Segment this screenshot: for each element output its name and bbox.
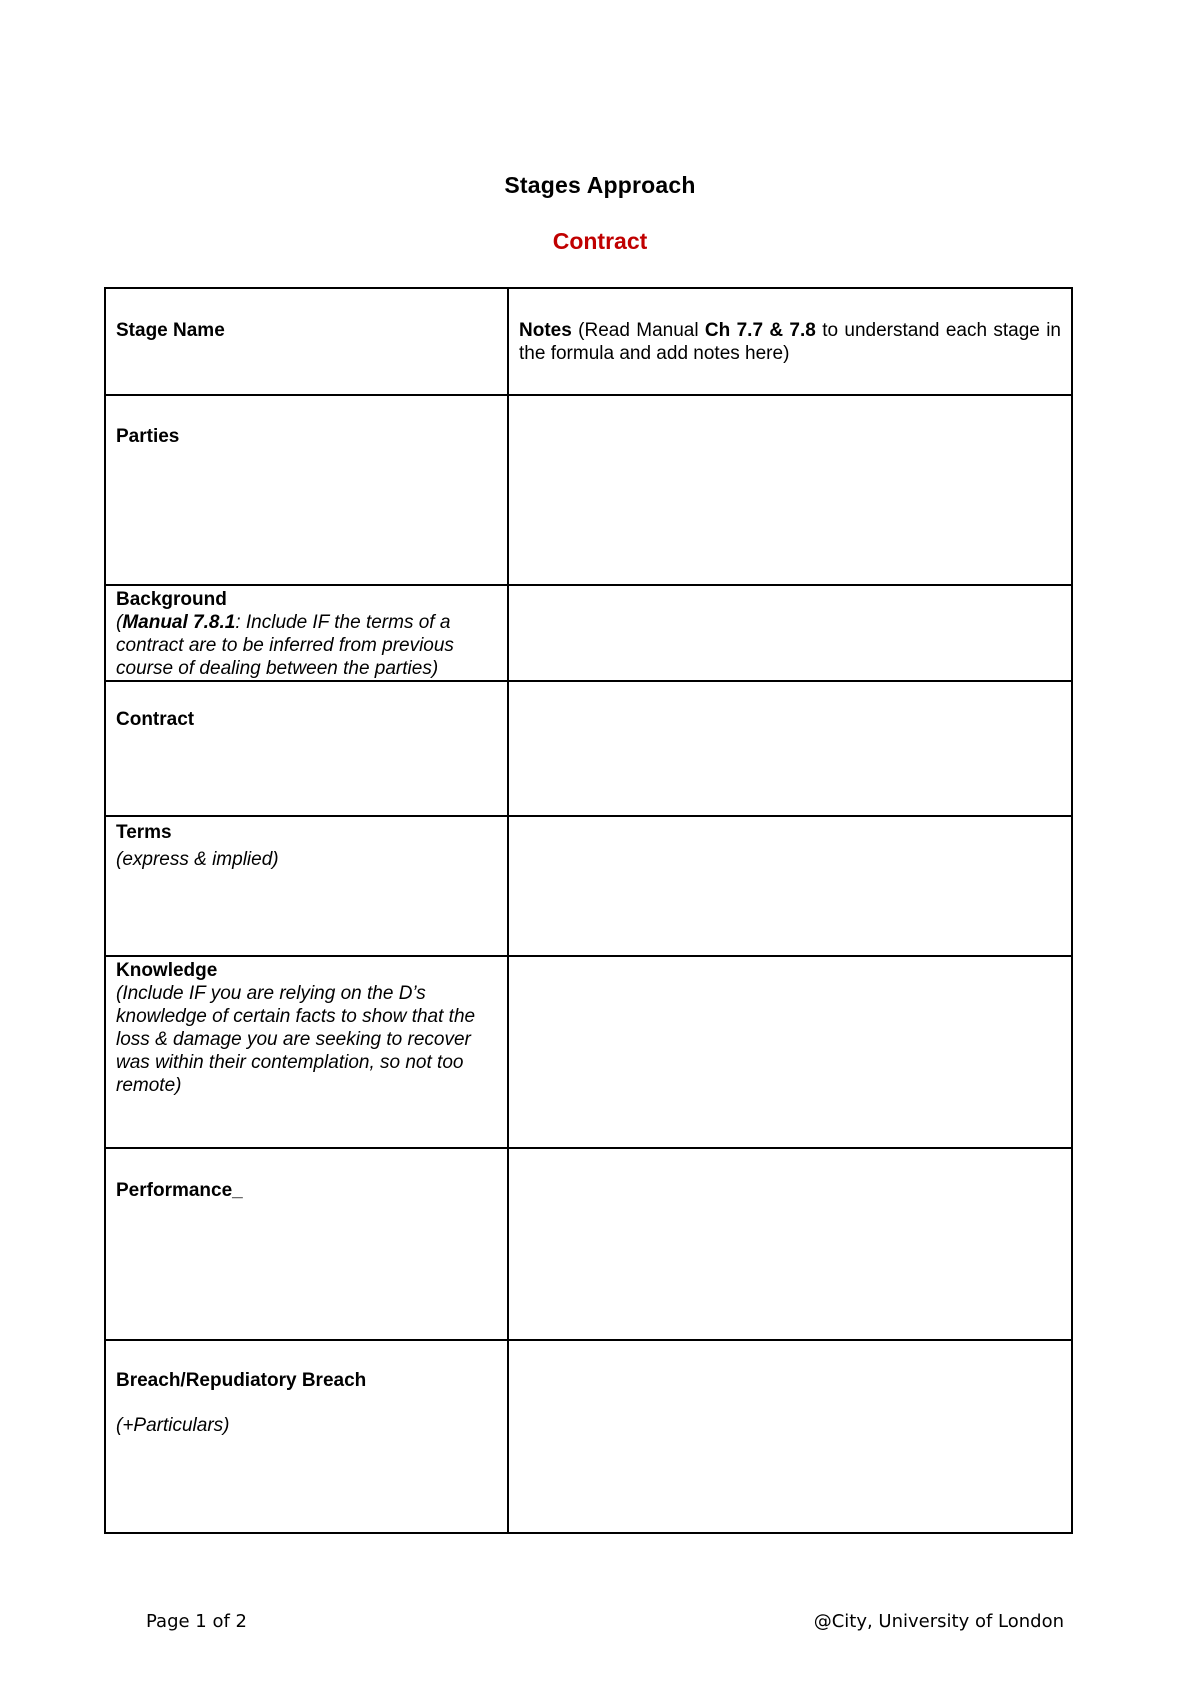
stage-cell-knowledge (105, 956, 508, 1148)
notes-cell-contract[interactable] (508, 681, 1072, 816)
notes-header-label: Notes (519, 320, 572, 341)
stage-label-knowledge: Knowledge (116, 960, 218, 981)
stage-label-background: Background (116, 589, 227, 610)
stage-cell-contract (105, 681, 508, 816)
stage-label-breach: Breach/Repudiatory Breach (116, 1370, 367, 1391)
stage-note-terms: (express & implied) (116, 849, 279, 870)
table-row-contract (105, 681, 1072, 816)
stage-note-background (116, 611, 497, 680)
stage-label-parties: Parties (116, 426, 180, 447)
stage-cell-background (105, 585, 508, 681)
table-header-row (105, 288, 1072, 395)
table-row-terms (105, 816, 1072, 956)
stage-cell-performance (105, 1148, 508, 1340)
stage-label-performance: Performance_ (116, 1180, 243, 1201)
document-subtitle: Contract (552, 228, 648, 254)
table-row-background (105, 585, 1072, 681)
notes-header-ref: Ch 7.7 & 7.8 (704, 320, 816, 341)
stage-name-header: Stage Name (116, 320, 225, 341)
table-row-performance (105, 1148, 1072, 1340)
notes-header-cell[interactable] (508, 288, 1072, 395)
stage-name-header-cell (105, 288, 508, 395)
stage-note-background-ref: Manual 7.8.1 (122, 612, 236, 633)
notes-cell-background[interactable] (508, 585, 1072, 681)
stage-cell-breach (105, 1340, 508, 1533)
notes-header-text-2: to understand each stage in the formula and add notes here) (519, 320, 1061, 364)
stage-cell-parties (105, 395, 508, 585)
notes-cell-terms[interactable] (508, 816, 1072, 956)
stages-table (104, 287, 1073, 1534)
notes-cell-performance[interactable] (508, 1148, 1072, 1340)
stage-label-contract: Contract (116, 709, 195, 730)
stage-note-background-prefix: ( (116, 612, 123, 633)
stage-note-breach: (+Particulars) (116, 1415, 230, 1436)
notes-cell-knowledge[interactable] (508, 956, 1072, 1148)
table-row-breach (105, 1340, 1072, 1533)
page-number: Page 1 of 2 (146, 1611, 247, 1632)
copyright-notice: @City, University of London (813, 1611, 1064, 1632)
document-title: Stages Approach (504, 172, 696, 198)
stage-note-background-text: : Include IF the terms of a contract are to be inferred from previous course of dealing between the parties) (116, 612, 454, 679)
stage-cell-terms (105, 816, 508, 956)
table-row-parties (105, 395, 1072, 585)
notes-cell-breach[interactable] (508, 1340, 1072, 1533)
notes-header-text-1: (Read Manual (571, 320, 705, 341)
stage-label-terms: Terms (116, 822, 172, 843)
stage-note-knowledge: (Include IF you are relying on the D’s knowledge of certain facts to show that the loss & damage you are seeking to recover was within their contemplation, so not too remote) (116, 983, 476, 1096)
notes-cell-parties[interactable] (508, 395, 1072, 585)
table-row-knowledge (105, 956, 1072, 1148)
